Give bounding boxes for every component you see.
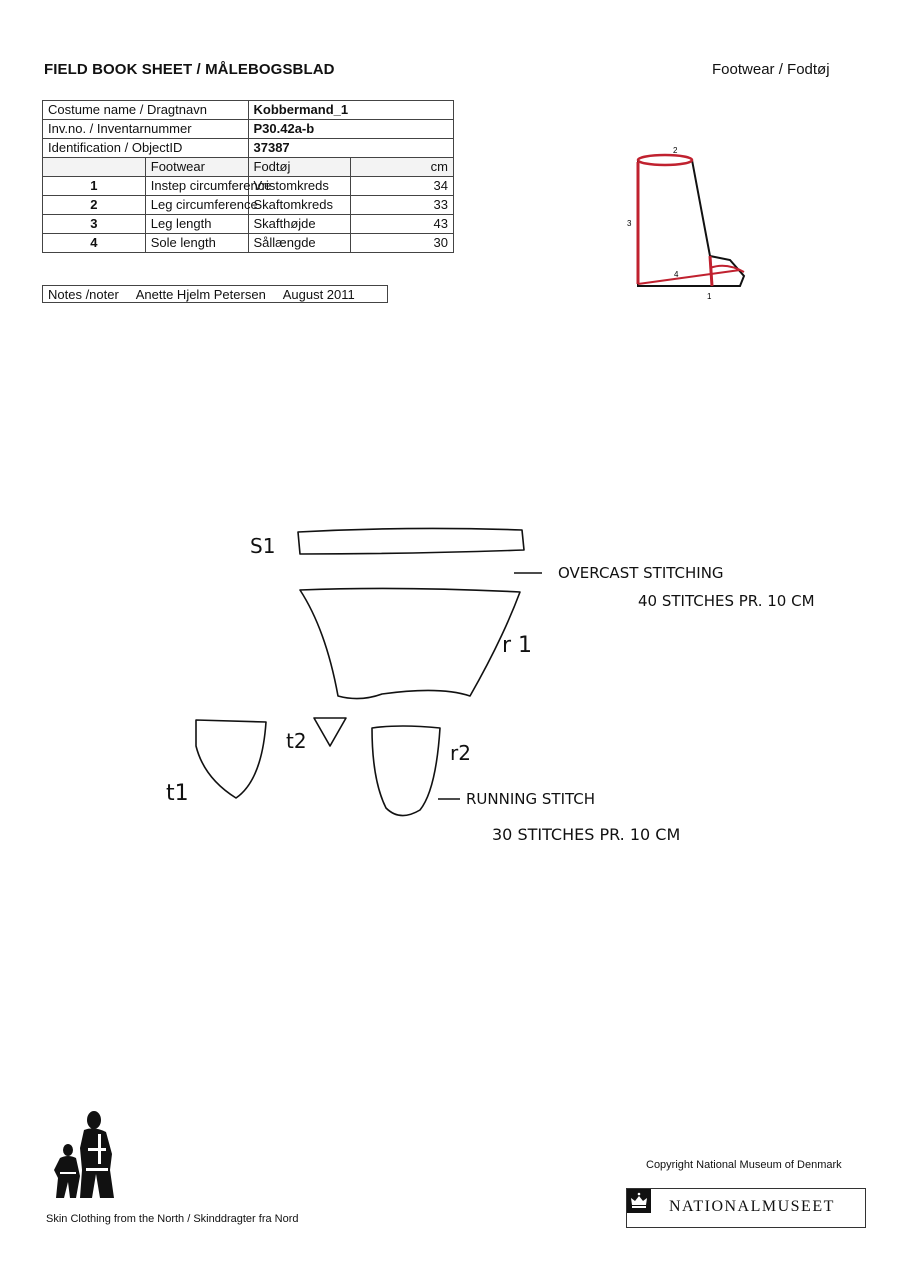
meta-label: Costume name / Dragtnavn	[43, 101, 249, 120]
row-value: 30	[351, 234, 454, 253]
label-t2: t2	[286, 729, 307, 753]
notes-box	[42, 285, 388, 303]
row-label-en: Sole length	[145, 234, 248, 253]
row-label-da: Skafthøjde	[248, 215, 351, 234]
table-row	[43, 215, 454, 234]
diagram-label-3: 3	[627, 219, 632, 228]
page-title: FIELD BOOK SHEET / MÅLEBOGSBLAD	[44, 61, 335, 78]
footer-caption: Skin Clothing from the North / Skinddragter fra Nord	[46, 1213, 299, 1225]
header-da: Fodtøj	[248, 158, 351, 177]
row-number: 3	[43, 215, 146, 234]
leg-circumference-mark	[638, 155, 692, 165]
notes-author: Anette Hjelm Petersen	[135, 287, 266, 302]
diagram-label-1: 1	[707, 292, 712, 301]
meta-row-costume	[43, 101, 454, 120]
header-unit: cm	[351, 158, 454, 177]
crown-icon	[627, 1189, 651, 1213]
meta-label: Inv.no. / Inventarnummer	[43, 120, 249, 139]
running-note-line2: 30 STITCHES PR. 10 CM	[492, 825, 681, 844]
table-header-row	[43, 158, 454, 177]
boot-diagram	[622, 138, 762, 308]
row-label-en: Leg length	[145, 215, 248, 234]
nationalmuseet-logo	[626, 1188, 866, 1228]
header-num-cell	[43, 158, 146, 177]
diagram-label-4: 4	[674, 270, 679, 279]
meta-value: P30.42a-b	[248, 120, 454, 139]
pattern-sketch	[150, 510, 815, 860]
meta-value: 37387	[248, 139, 454, 158]
row-number: 2	[43, 196, 146, 215]
piece-r1	[300, 588, 520, 698]
label-r1: r 1	[502, 633, 533, 658]
nationalmuseet-wordmark: NATIONALMUSEET	[669, 1198, 835, 1215]
piece-t1	[196, 720, 266, 798]
label-t1: t1	[166, 781, 189, 806]
copyright-text: Copyright National Museum of Denmark	[646, 1159, 842, 1171]
row-label-en: Instep circumference	[145, 177, 248, 196]
meta-row-objectid	[43, 139, 454, 158]
piece-s1	[298, 528, 524, 554]
row-label-da: Skaftomkreds	[248, 196, 351, 215]
category-label: Footwear / Fodtøj	[712, 61, 830, 78]
table-row	[43, 234, 454, 253]
row-number: 4	[43, 234, 146, 253]
meta-value: Kobbermand_1	[248, 101, 454, 120]
piece-t2	[314, 718, 346, 746]
notes-label: Notes /noter	[48, 287, 119, 302]
table-row	[43, 196, 454, 215]
instep-circumference-mark	[710, 256, 712, 286]
notes-date: August 2011	[282, 287, 355, 302]
table-row	[43, 177, 454, 196]
header-en: Footwear	[145, 158, 248, 177]
overcast-note-line2: 40 STITCHES PR. 10 CM	[638, 592, 815, 610]
label-r2: r2	[450, 741, 471, 765]
sole-length-mark	[638, 270, 740, 284]
meta-label: Identification / ObjectID	[43, 139, 249, 158]
skin-clothing-logo	[48, 1108, 138, 1203]
row-label-da: Sållængde	[248, 234, 351, 253]
label-s1: S1	[250, 534, 276, 558]
measurement-table	[42, 100, 454, 253]
row-value: 43	[351, 215, 454, 234]
running-note-line1: RUNNING STITCH	[466, 790, 596, 808]
overcast-note-line1: OVERCAST STITCHING	[558, 564, 724, 582]
row-number: 1	[43, 177, 146, 196]
diagram-label-2: 2	[673, 146, 678, 155]
meta-row-inventory	[43, 120, 454, 139]
row-value: 33	[351, 196, 454, 215]
row-label-en: Leg circumference	[145, 196, 248, 215]
row-label-da: Vristomkreds	[248, 177, 351, 196]
row-value: 34	[351, 177, 454, 196]
piece-r2	[372, 726, 440, 816]
